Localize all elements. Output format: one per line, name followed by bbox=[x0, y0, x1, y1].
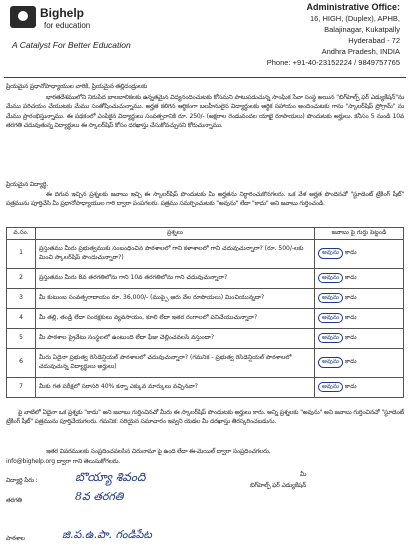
answer-cell bbox=[315, 377, 404, 397]
table-row bbox=[7, 268, 404, 288]
row-number: 7 bbox=[7, 377, 36, 397]
signature-org: బిగ్‌హెల్ప్ ఫర్ ఎడ్యుకేషన్ bbox=[250, 482, 306, 489]
answer-yes[interactable]: అవును bbox=[318, 357, 343, 368]
table-row bbox=[7, 328, 404, 348]
col-answer: జవాబు పై గుర్తు పెట్టండి bbox=[315, 228, 404, 240]
question-text: ప్రస్తుతము మీరు 8వ తరగతిలోను గాని 10వ తరగతిలోను గాని చదువుచున్నారా? bbox=[36, 268, 315, 288]
answer-no[interactable]: కాదు bbox=[345, 273, 357, 281]
answer-yes[interactable]: అవును bbox=[318, 293, 343, 304]
question-text: మీకు గత పరీక్షలో సరాసరి 40% కన్నా ఎక్కువ మార్కులు వచ్చినవా? bbox=[36, 377, 315, 397]
answer-yes[interactable]: అవును bbox=[318, 313, 343, 324]
question-text: మీరు ఏదైనా ప్రభుత్వ రెసిడెన్షియల్ పాఠశాలలో చదువుచున్నారా? (గమనిక - ప్రభుత్వ రెసిడెన్షియల్ పాఠశాలలో చదువుచున్న విద్యార్థులు అర్హులు) bbox=[36, 348, 315, 377]
row-number: 2 bbox=[7, 268, 36, 288]
address-line-1: 16, HIGH, (Duplex), APHB, bbox=[309, 14, 400, 23]
answer-cell bbox=[315, 268, 404, 288]
address-line-3: Hyderabad - 72 bbox=[348, 36, 400, 45]
answer-no[interactable]: కాదు bbox=[345, 313, 357, 321]
tagline: A Catalyst For Better Education bbox=[12, 40, 131, 50]
contact-email[interactable]: info@bighelp.org ద్వారా గాని తెలుసుకోగలరు. bbox=[6, 458, 120, 465]
answer-no[interactable]: కాదు bbox=[345, 249, 357, 257]
answer-no[interactable]: కాదు bbox=[345, 358, 357, 366]
office-address bbox=[220, 2, 400, 68]
class-value[interactable]: 8వ తరగతి bbox=[75, 490, 124, 503]
school-label: పాఠశాల bbox=[6, 535, 25, 542]
school-value[interactable]: జి.ప.ఉ.పా. గండిపేట bbox=[62, 528, 152, 541]
row-number: 4 bbox=[7, 308, 36, 328]
logo-subtitle: for education bbox=[44, 21, 91, 30]
row-number: 6 bbox=[7, 348, 36, 377]
question-text: మీ పాఠశాల ప్రైవేటు సంస్థలలో ఉంటుంది లేదా ఫీజు చెల్లించవలసి వస్తుందా? bbox=[36, 328, 315, 348]
logo-name: Bighelp bbox=[40, 6, 84, 20]
row-number: 5 bbox=[7, 328, 36, 348]
answer-cell bbox=[315, 239, 404, 268]
question-text: ప్రస్తుతము మీరు ప్రభుత్వముకు సంబంధించిన పాఠశాలలో గాని కళాశాలలో గాని చదువుచున్నారా? (రూ. 500/-లకు మించి స్కాలర్‌షిప్ పొందుచున్నారా?) bbox=[36, 239, 315, 268]
conditions-paragraph: పై వాటిలో ఏదైనా ఒక ప్రశ్నకు "కాదు" అని జవాబు గుర్తించినచో మీరు ఈ స్కాలర్‌షిప్ పొందుటకు అర్హులు కారు. అన్ని ప్రశ్నలకు "అవును" అని జవాబు గుర్తించినచో "స్టూడెంట్ ట్రేకింగ్ షీట్" పత్రమును పూర్తిచేయగలరు. గమనిక: సరియైన సమాచారం ఇవ్వని యెడల మీ దరఖాస్తు తిరస్కరించబడును. bbox=[6, 409, 404, 426]
student-name-label: విద్యార్థి పేరు : bbox=[6, 477, 38, 484]
question-text: మీ తల్లి, తండ్రి లేదా సంరక్షకులు వ్యవసాయం, కూలి లేదా ఇతర రంగాలలో పనిచేయుచున్నారా? bbox=[36, 308, 315, 328]
table-row bbox=[7, 288, 404, 308]
col-serial: వ.సం. bbox=[7, 228, 36, 240]
address-line-2: Balajinagar, Kukatpally bbox=[324, 25, 400, 34]
answer-cell bbox=[315, 308, 404, 328]
row-number: 3 bbox=[7, 288, 36, 308]
answer-cell bbox=[315, 288, 404, 308]
student-name-value[interactable]: బొయ్యా శివంది bbox=[75, 470, 146, 484]
address-line-4: Andhra Pradesh, INDIA bbox=[321, 47, 400, 56]
phone-number: Phone: +91-40-23152224 / 9849757765 bbox=[266, 58, 400, 67]
answer-no[interactable]: కాదు bbox=[345, 382, 357, 390]
table-row bbox=[7, 239, 404, 268]
class-label: తరగతి bbox=[6, 497, 22, 504]
answer-cell bbox=[315, 328, 404, 348]
row-number: 1 bbox=[7, 239, 36, 268]
col-questions: ప్రశ్నలు bbox=[36, 228, 315, 240]
answer-yes[interactable]: అవును bbox=[318, 333, 343, 344]
answer-no[interactable]: కాదు bbox=[345, 293, 357, 301]
office-title: Administrative Office: bbox=[306, 2, 400, 12]
table-row bbox=[7, 308, 404, 328]
student-salutation: ప్రియమైన విద్యార్థి, bbox=[6, 181, 49, 188]
answer-yes[interactable]: అవును bbox=[318, 273, 343, 284]
table-row bbox=[7, 377, 404, 397]
salutation: ప్రియమైన ప్రధానోపాధ్యాయుల వారికి, ప్రియమైన తల్లిదండ్రులకు bbox=[6, 83, 148, 90]
instructions-paragraph: ఈ దిగువ ఇచ్చిన ప్రశ్నలకు జవాబు ఇచ్చి ఈ స్కాలర్‌షిప్ పొందుటకు మీ అర్హతను నిర్ధారించుకొనగలరు. ఒక వేళ అర్హత పొందినచో "స్టూడెంట్ ట్రేకింగ్ షీట్" పత్రమును పూర్తిచేసి మీ ప్రధానోపాధ్యాయుల గారి ద్వారా పంపగలరు. పత్రము సమర్పించుటకు "అవును" లేదా "కాదు" అని జవాబు గుర్తించండి. bbox=[6, 191, 404, 208]
letterhead-logo bbox=[8, 2, 198, 50]
contact-paragraph: ఇతర వివరములకు సంప్రదించవలసిన చిరునామా పై ఉంది లేదా ఈ-మెయిల్ ద్వారా సంప్రదించగలరు. bbox=[46, 448, 271, 455]
answer-yes[interactable]: అవును bbox=[318, 382, 343, 393]
answer-no[interactable]: కాదు bbox=[345, 333, 357, 341]
signature-label: మీ bbox=[300, 471, 307, 478]
eligibility-table bbox=[6, 227, 404, 398]
intro-paragraph: భారతదేశములోని నిరుపేద బాలబాలికలకు ఉన్నతమైన విద్యనందించుటకు కోసమని పాటుపడుచున్న సాంఘిక సేవా సంస్థ అయిన "బిగ్‌హెల్ప్ ఫర్ ఎడ్యుకేషన్"ను మేము పరిచయం చేయుటకు మేము సంతోషించుచున్నాము. అర్హత కలిగిన ఆర్థికంగా బలహీనులైన విద్యార్థులకు ఆర్థిక సహాయం అందించుటకు గాను "స్కాలర్‌షిప్ ప్రోగ్రామ్" ను మేము ప్రారంభిస్తున్నాము. ఈ పథకంలో ఎంపికైన విద్యార్థులు సంవత్సరానికి రూ. 250/- (అక్షరాల రెండువందల యాభై రూపాయలు) పొందుటకు అర్హులు. కనీసం 5 నుండి 10వ తరగతి చదువుతున్న విద్యార్థులు ఈ స్కాలర్‌షిప్ కోసం దరఖాస్తు చేసుకోవచ్చునని కోరుచున్నాము. bbox=[6, 94, 404, 130]
answer-cell bbox=[315, 348, 404, 377]
question-text: మీ కుటుంబ సంవత్సరాదాయం రూ. 36,000/- (ముప్పై ఆరు వేల రూపాయలు) మించియున్నదా? bbox=[36, 288, 315, 308]
answer-yes[interactable]: అవును bbox=[318, 248, 343, 259]
bighelp-logo-icon bbox=[10, 6, 36, 28]
header-divider bbox=[4, 77, 406, 78]
table-row bbox=[7, 348, 404, 377]
